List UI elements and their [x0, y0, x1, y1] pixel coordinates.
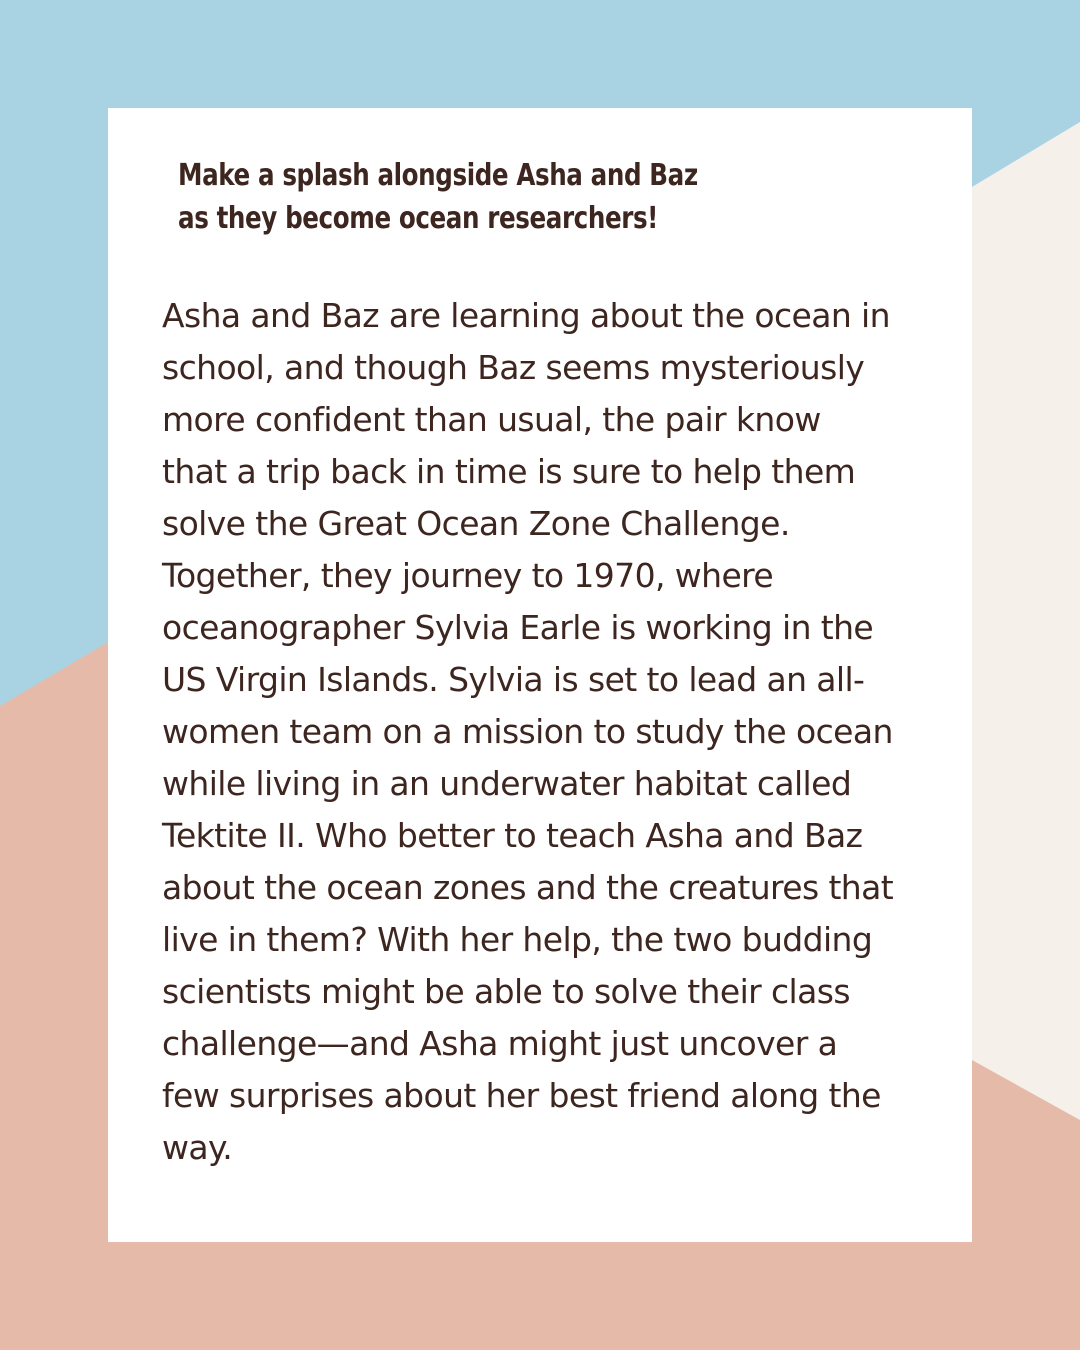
description-line: school, and though Baz seems mysteriously [162, 348, 865, 387]
description-line: Asha and Baz are learning about the ocean in [162, 296, 890, 335]
description-line: scientists might be able to solve their class [162, 972, 850, 1011]
description-line: oceanographer Sylvia Earle is working in the [162, 608, 874, 647]
description-line: live in them? With her help, the two budding [162, 920, 873, 959]
description-line: while living in an underwater habitat called [162, 764, 852, 803]
description-line: about the ocean zones and the creatures that [162, 868, 894, 907]
description-line: solve the Great Ocean Zone Challenge. [162, 504, 790, 543]
description-line: that a trip back in time is sure to help them [162, 452, 856, 491]
description-line: women team on a mission to study the ocean [162, 712, 893, 751]
description-card [108, 108, 972, 1242]
description-line: Tektite II. Who better to teach Asha and Baz [162, 816, 863, 855]
description-line: Together, they journey to 1970, where [162, 556, 774, 595]
description-line: few surprises about her best friend along the [162, 1076, 881, 1115]
description-line: way. [162, 1128, 233, 1167]
description-text [162, 290, 918, 1174]
description-line: challenge—and Asha might just uncover a [162, 1024, 838, 1063]
description-line: more confident than usual, the pair know [162, 400, 821, 439]
description-line: US Virgin Islands. Sylvia is set to lead an all- [162, 660, 865, 699]
headline: Make a splash alongside Asha and Baz as they become ocean researchers! [178, 158, 698, 236]
